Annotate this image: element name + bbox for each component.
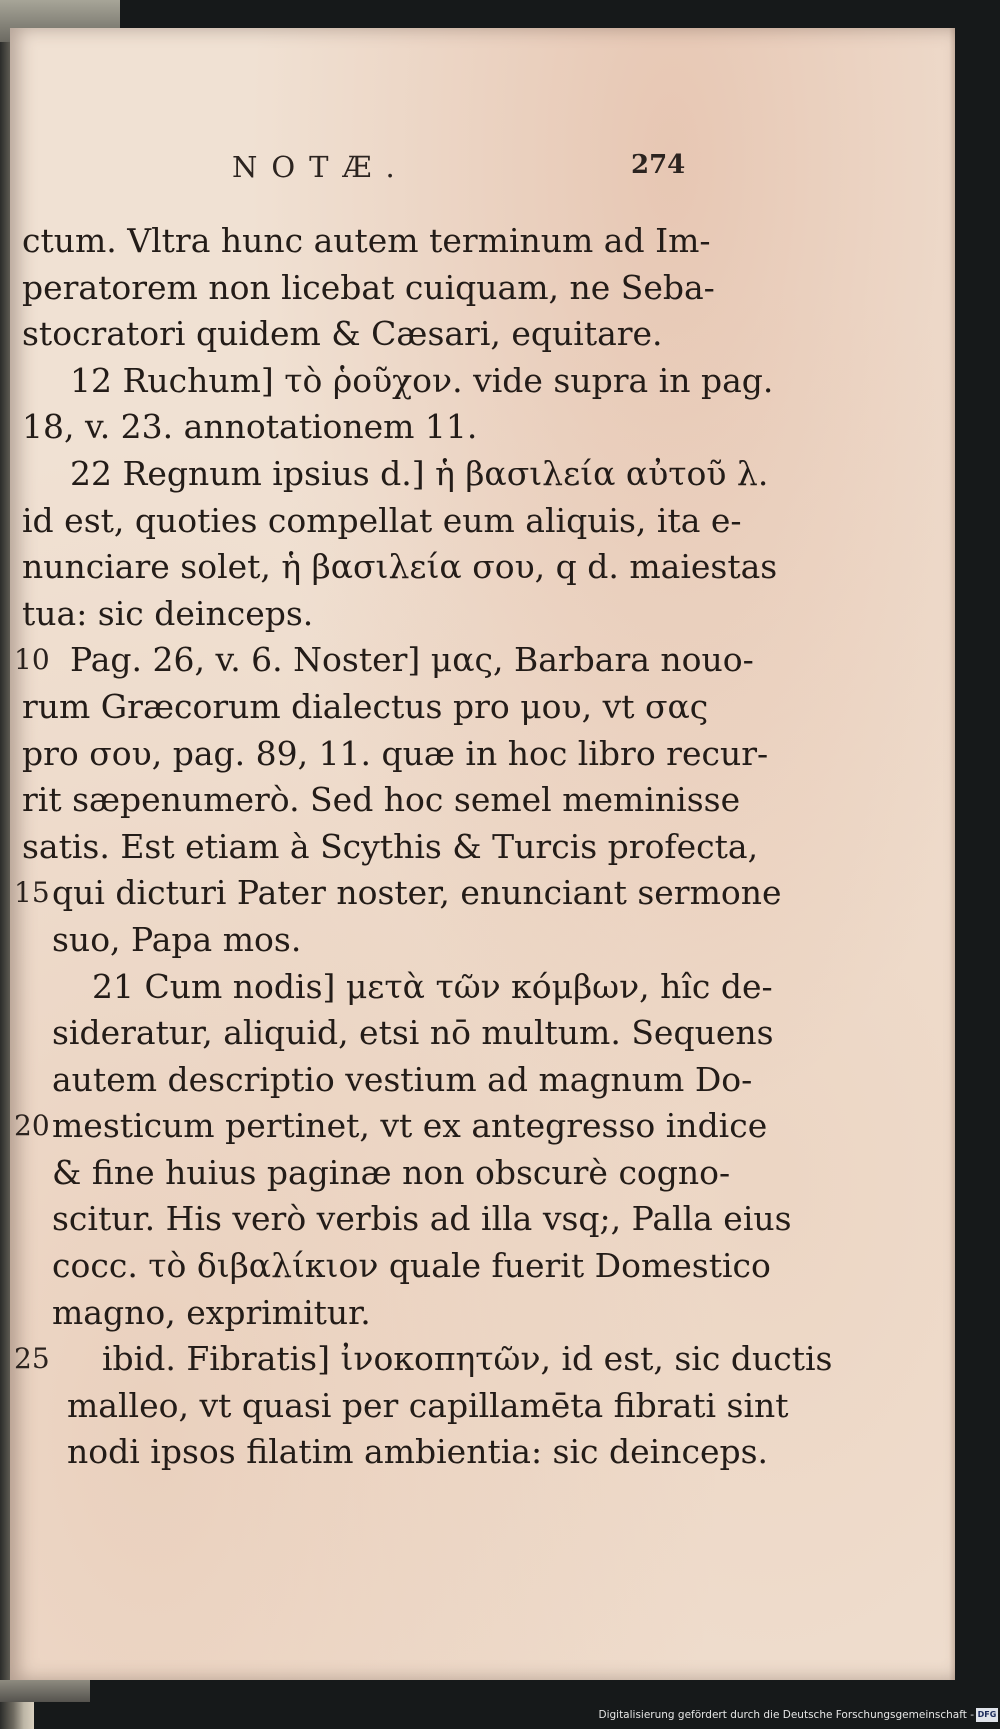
text-line [22, 451, 912, 498]
text-line [22, 311, 912, 358]
text-line [22, 1383, 912, 1430]
page-title: NOTÆ. [232, 150, 409, 184]
line-text: autem descriptio vestium ad magnum Do- [52, 1059, 753, 1099]
text-line [22, 1196, 912, 1243]
line-text: satis. Est etiam à Scythis & Turcis profecta, [22, 826, 759, 866]
text-line [22, 404, 912, 451]
line-text: rit sæpenumerò. Sed hoc semel meminisse [22, 780, 741, 820]
line-text: ibid. Fibratis] ἰνοκοπητῶν, id est, sic ductis [102, 1339, 833, 1379]
text-line [22, 358, 912, 405]
text-line [22, 684, 912, 731]
line-text: pro σου, pag. 89, 11. quæ in hoc libro recur- [22, 733, 769, 773]
text-line [22, 218, 912, 265]
line-text: Pag. 26, v. 6. Noster] μας, Barbara nouo- [70, 640, 754, 680]
text-line [22, 1429, 912, 1476]
line-text: nodi ipsos filatim ambientia: sic deinceps. [67, 1432, 769, 1472]
line-text: suo, Papa mos. [52, 919, 302, 959]
line-text: ctum. Vltra hunc autem terminum ad Im- [22, 221, 711, 260]
line-text: malleo, vt quasi per capillamēta fibrati sint [67, 1385, 789, 1425]
page-number: 274 [631, 150, 686, 180]
line-text: id est, quoties compellat eum aliquis, ita e- [22, 500, 742, 540]
line-text: 18, v. 23. annotationem 11. [22, 407, 478, 447]
book-page [10, 28, 955, 1680]
text-line [22, 777, 912, 824]
footer-credit: Digitalisierung gefördert durch die Deutsche Forschungsgemeinschaft - [598, 1709, 974, 1721]
line-text: & fine huius paginæ non obscurè cogno- [52, 1152, 731, 1192]
margin-line-number: 20 [14, 1109, 50, 1143]
text-line [22, 964, 912, 1011]
margin-line-number: 15 [14, 876, 50, 910]
text-line [14, 1336, 912, 1383]
line-text: stocratori quidem & Cæsari, equitare. [22, 314, 663, 354]
dfg-logo-icon: DFG [976, 1708, 998, 1722]
text-line [22, 1150, 912, 1197]
margin-line-number: 25 [14, 1342, 50, 1376]
text-line [22, 917, 912, 964]
line-text: tua: sic deinceps. [22, 593, 314, 633]
text-line [22, 731, 912, 778]
text-line [14, 1103, 912, 1150]
text-line [22, 498, 912, 545]
text-line [22, 824, 912, 871]
text-line [14, 637, 912, 684]
text-line [22, 1010, 912, 1057]
text-line [22, 1243, 912, 1290]
running-head [10, 150, 955, 190]
line-text: scitur. His verò verbis ad illa vsq;, Palla eius [52, 1199, 792, 1239]
margin-line-number: 10 [14, 643, 50, 677]
line-text: nunciare solet, ἡ βασιλεία σου, q d. maiestas [22, 547, 778, 587]
line-text: 22 Regnum ipsius d.] ἡ βασιλεία αὐτοῦ λ. [70, 453, 769, 493]
text-line [22, 591, 912, 638]
page-edge-shadow [949, 28, 955, 1680]
line-text: qui dicturi Pater noster, enunciant sermone [52, 873, 782, 913]
line-text: sideratur, aliquid, etsi nō multum. Sequens [52, 1013, 774, 1053]
line-text: cocc. τὸ διβαλίκιον quale fuerit Domestico [52, 1246, 771, 1286]
digitization-footer [0, 1707, 1000, 1725]
text-line [22, 1057, 912, 1104]
line-text: mesticum pertinet, vt ex antegresso indice [52, 1106, 768, 1146]
text-line [22, 544, 912, 591]
body-text [14, 218, 912, 1476]
text-line [22, 1290, 912, 1337]
text-line [14, 870, 912, 917]
line-text: magno, exprimitur. [52, 1292, 371, 1332]
line-text: peratorem non licebat cuiquam, ne Seba- [22, 267, 715, 307]
line-text: 21 Cum nodis] μετὰ τῶν κόμβων, hîc de- [92, 966, 773, 1006]
text-line [22, 265, 912, 312]
line-text: 12 Ruchum] τὸ ῥοῦχον. vide supra in pag. [70, 360, 774, 400]
line-text: rum Græcorum dialectus pro μου, vt σας [22, 686, 709, 726]
